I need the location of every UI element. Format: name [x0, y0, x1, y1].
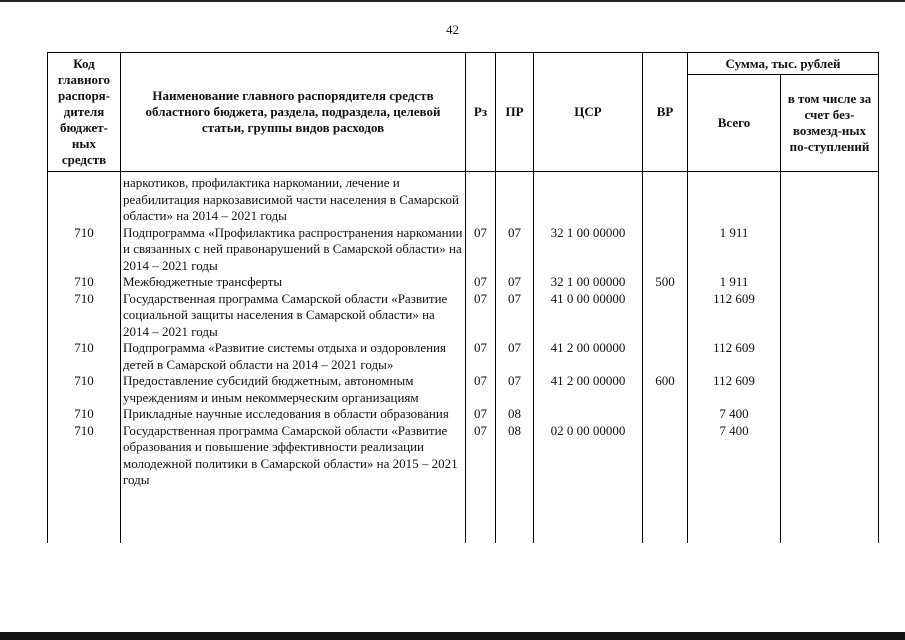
cell-csr: 41 2 00 00000 — [534, 373, 643, 406]
cell-name: Государственная программа Самарской области «Развитие образования и повышение эффективности реализации молодежной политики в Самарской области» на 2015 – 2021 годы — [121, 423, 466, 489]
cell-csr: 32 1 00 00000 — [534, 274, 643, 291]
cell-name: Межбюджетные трансферты — [121, 274, 466, 291]
cell-name: Подпрограмма «Профилактика распространения наркомании и связанных с ней правонарушений в Самарской области» на 2014 – 2021 годы — [121, 225, 466, 275]
cell-code — [48, 172, 121, 225]
cell-rz: 07 — [466, 274, 496, 291]
header-pr: ПР — [496, 53, 534, 172]
header-total: Всего — [688, 75, 781, 172]
header-rz: Рз — [466, 53, 496, 172]
cell-pr: 07 — [496, 340, 534, 373]
page-number: 42 — [446, 22, 459, 37]
cell-pr: 07 — [496, 373, 534, 406]
cell-pr: 07 — [496, 225, 534, 275]
cell-vr — [643, 423, 688, 489]
cell-code: 710 — [48, 406, 121, 423]
top-border-line — [0, 0, 905, 2]
header-code: Код главного распоря-дителя бюджет-ных средств — [48, 53, 121, 172]
cell-csr: 41 2 00 00000 — [534, 340, 643, 373]
cell-pr: 08 — [496, 406, 534, 423]
cell-total: 7 400 — [688, 406, 781, 423]
cell-rz: 07 — [466, 291, 496, 341]
table-header — [48, 53, 879, 172]
cell-rz: 07 — [466, 406, 496, 423]
cell-code: 710 — [48, 291, 121, 341]
table-row — [48, 423, 879, 489]
cell-code: 710 — [48, 340, 121, 373]
cell-code: 710 — [48, 423, 121, 489]
cell-pr: 08 — [496, 423, 534, 489]
cell-incl — [781, 423, 879, 489]
cell-incl — [781, 406, 879, 423]
table-row — [48, 340, 879, 373]
cell-incl — [781, 291, 879, 341]
header-incl: в том числе за счет без-возмезд-ных по-ступлений — [781, 75, 879, 172]
header-sum-group: Сумма, тыс. рублей — [688, 53, 879, 75]
cell-pr: 07 — [496, 291, 534, 341]
cell-rz: 07 — [466, 423, 496, 489]
cell-total: 112 609 — [688, 340, 781, 373]
cell-code: 710 — [48, 373, 121, 406]
cell-total: 1 911 — [688, 225, 781, 275]
cell-total: 7 400 — [688, 423, 781, 489]
cell-name: Государственная программа Самарской области «Развитие социальной защиты населения в Самарской области» на 2014 – 2021 годы — [121, 291, 466, 341]
header-name: Наименование главного распорядителя средств областного бюджета, раздела, подраздела, целевой статьи, группы видов расходов — [121, 53, 466, 172]
table-row — [48, 172, 879, 225]
cell-rz: 07 — [466, 373, 496, 406]
cell-csr — [534, 406, 643, 423]
cell-vr — [643, 406, 688, 423]
budget-table — [47, 52, 879, 543]
cell-total: 112 609 — [688, 291, 781, 341]
cell-name: Прикладные научные исследования в области образования — [121, 406, 466, 423]
table-row — [48, 225, 879, 275]
cell-vr: 500 — [643, 274, 688, 291]
table-row — [48, 373, 879, 406]
cell-pr — [496, 172, 534, 225]
cell-incl — [781, 225, 879, 275]
cell-rz: 07 — [466, 340, 496, 373]
cell-total: 112 609 — [688, 373, 781, 406]
cell-incl — [781, 373, 879, 406]
cell-rz: 07 — [466, 225, 496, 275]
cell-pr: 07 — [496, 274, 534, 291]
cell-code: 710 — [48, 225, 121, 275]
cell-incl — [781, 274, 879, 291]
cell-name: Подпрограмма «Развитие системы отдыха и оздоровления детей в Самарской области на 2014 – 2021 годы» — [121, 340, 466, 373]
bottom-border-bar — [0, 632, 905, 640]
cell-code: 710 — [48, 274, 121, 291]
cell-name: наркотиков, профилактика наркомании, лечение и реабилитация наркозависимой части населения в Самарской области» на 2014 – 2021 годы — [121, 172, 466, 225]
cell-total — [688, 172, 781, 225]
cell-name: Предоставление субсидий бюджетным, автономным учреждениям и иным некоммерческим организациям — [121, 373, 466, 406]
cell-csr — [534, 172, 643, 225]
table-spacer-row — [48, 489, 879, 543]
cell-csr: 41 0 00 00000 — [534, 291, 643, 341]
cell-incl — [781, 172, 879, 225]
cell-incl — [781, 340, 879, 373]
cell-csr: 32 1 00 00000 — [534, 225, 643, 275]
table-row — [48, 274, 879, 291]
table-row — [48, 406, 879, 423]
header-csr: ЦСР — [534, 53, 643, 172]
cell-vr — [643, 172, 688, 225]
cell-total: 1 911 — [688, 274, 781, 291]
cell-rz — [466, 172, 496, 225]
table-body — [48, 172, 879, 543]
cell-vr: 600 — [643, 373, 688, 406]
table-row — [48, 291, 879, 341]
cell-vr — [643, 340, 688, 373]
header-vr: ВР — [643, 53, 688, 172]
cell-vr — [643, 291, 688, 341]
cell-csr: 02 0 00 00000 — [534, 423, 643, 489]
cell-vr — [643, 225, 688, 275]
